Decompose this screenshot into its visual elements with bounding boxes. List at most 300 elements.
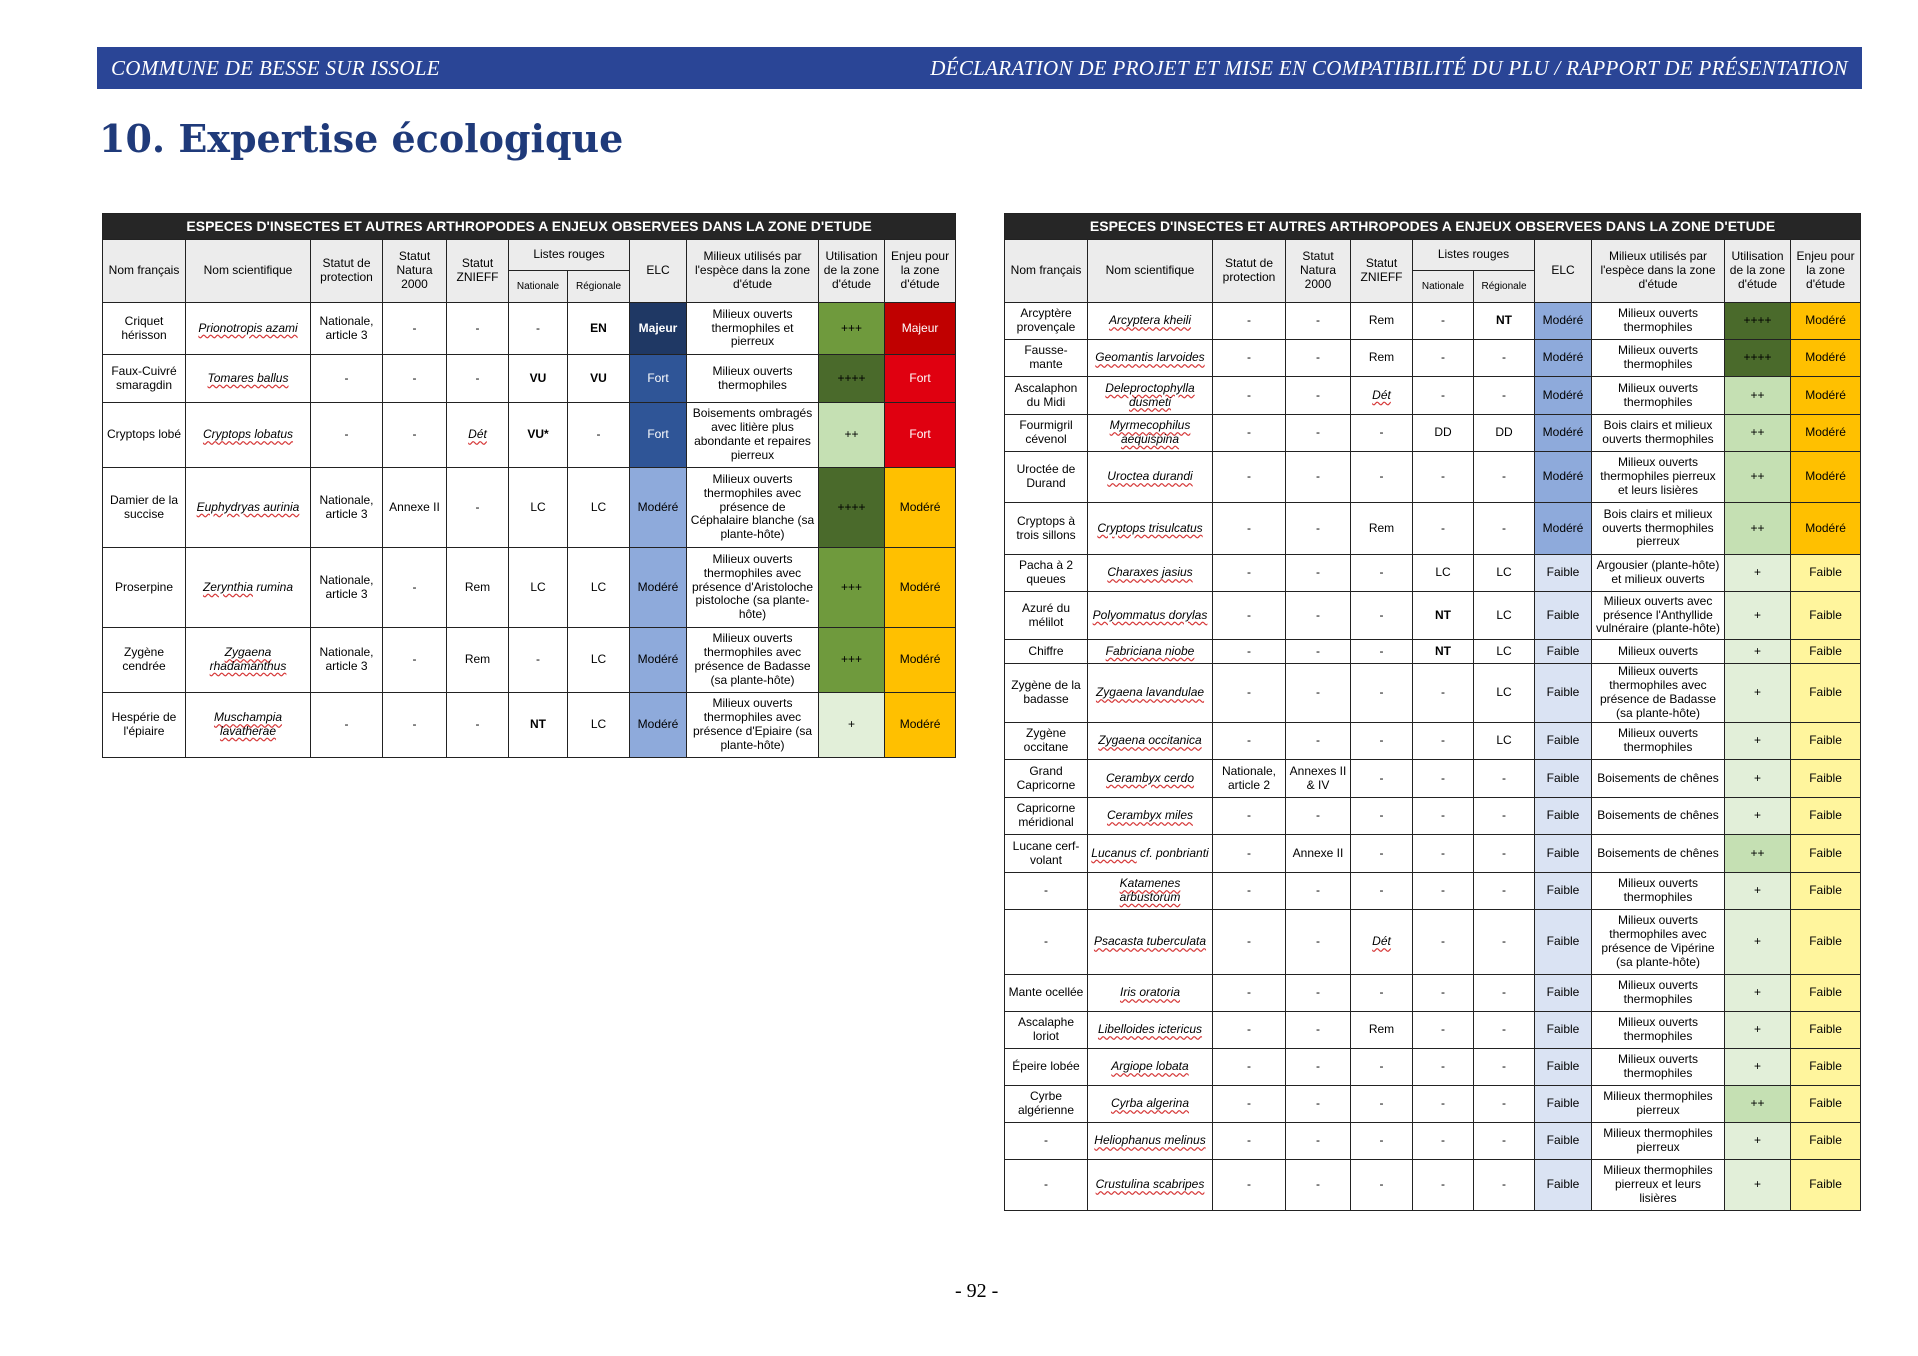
- species-common-name: Mante ocellée: [1005, 975, 1088, 1012]
- col-statut-natura: Statut Natura 2000: [1286, 240, 1351, 303]
- scientific-name-text: Lucanus: [1091, 845, 1137, 860]
- elc-value: Modéré: [1535, 503, 1592, 555]
- species-scientific-name: [186, 355, 311, 403]
- natura-status: -: [383, 303, 447, 355]
- elc-value: Modéré: [630, 468, 687, 548]
- col-statut-protection: Statut de protection: [1213, 240, 1286, 303]
- red-list-national: NT: [1413, 592, 1474, 640]
- table-row: [103, 403, 956, 468]
- species-common-name: Zygène cendrée: [103, 628, 186, 693]
- scientific-name-text: Argiope lobata: [1111, 1059, 1189, 1074]
- protection-status: Nationale, article 2: [1213, 760, 1286, 798]
- scientific-name-text: Cerambyx cerdo: [1105, 770, 1195, 785]
- zone-usage: +: [1725, 975, 1791, 1012]
- col-utilisation: Utilisation de la zone d'étude: [819, 240, 885, 303]
- natura-status: -: [1286, 975, 1351, 1012]
- habitat-description: Milieux ouverts thermophiles: [1592, 1012, 1725, 1049]
- red-list-national: -: [509, 628, 568, 693]
- species-common-name: Proserpine: [103, 548, 186, 628]
- natura-status: Annexe II: [383, 468, 447, 548]
- species-common-name: Chiffre: [1005, 640, 1088, 664]
- col-nom-francais: Nom français: [103, 240, 186, 303]
- protection-status: -: [1213, 555, 1286, 592]
- protection-status: Nationale, article 3: [311, 628, 383, 693]
- protection-status: -: [1213, 303, 1286, 340]
- page-number: - 92 -: [955, 1280, 999, 1302]
- red-list-national: DD: [1413, 415, 1474, 452]
- protection-status: -: [1213, 340, 1286, 377]
- zone-stake: Faible: [1791, 664, 1861, 723]
- table-row: [1005, 1086, 1861, 1123]
- table-row: [1005, 592, 1861, 640]
- red-list-national: -: [1413, 760, 1474, 798]
- zone-stake: Faible: [1791, 592, 1861, 640]
- zone-stake: Modéré: [1791, 503, 1861, 555]
- zone-stake: Faible: [1791, 910, 1861, 975]
- species-scientific-name: [1088, 503, 1213, 555]
- habitat-description: Boisements de chênes: [1592, 760, 1725, 798]
- species-scientific-name: [1088, 975, 1213, 1012]
- habitat-description: Argousier (plante-hôte) et milieux ouverts: [1592, 555, 1725, 592]
- red-list-regional: -: [1474, 835, 1535, 873]
- red-list-national: -: [1413, 1086, 1474, 1123]
- zone-stake: Faible: [1791, 640, 1861, 664]
- table-row: [1005, 1012, 1861, 1049]
- zone-stake: Modéré: [1791, 340, 1861, 377]
- znieff-status: -: [1351, 452, 1413, 503]
- species-scientific-name: [1088, 1086, 1213, 1123]
- species-scientific-name: [1088, 873, 1213, 910]
- species-common-name: Arcyptère provençale: [1005, 303, 1088, 340]
- red-list-regional: EN: [568, 303, 630, 355]
- red-list-regional: LC: [1474, 555, 1535, 592]
- col-listes-rouges: Listes rouges: [1413, 240, 1535, 271]
- table-row: [103, 468, 956, 548]
- elc-value: Faible: [1535, 1012, 1592, 1049]
- col-milieux: Milieux utilisés par l'espèce dans la zone d'étude: [1592, 240, 1725, 303]
- scientific-name-text: Prionotropis azami: [198, 320, 298, 335]
- scientific-name-text: Polyommatus dorylas: [1092, 607, 1208, 622]
- species-common-name: Hespérie de l'épiaire: [103, 693, 186, 758]
- species-common-name: -: [1005, 1123, 1088, 1160]
- zone-usage: +: [1725, 592, 1791, 640]
- habitat-description: Milieux ouverts thermophiles avec présence d'Aristoloche pistoloche (sa plante-hôte): [687, 548, 819, 628]
- protection-status: -: [1213, 910, 1286, 975]
- natura-status: -: [1286, 910, 1351, 975]
- elc-value: Faible: [1535, 798, 1592, 835]
- species-scientific-name: [186, 693, 311, 758]
- natura-status: -: [1286, 1123, 1351, 1160]
- habitat-description: Milieux ouverts thermophiles: [1592, 723, 1725, 760]
- natura-status: Annexes II & IV: [1286, 760, 1351, 798]
- red-list-national: -: [1413, 910, 1474, 975]
- table-row: [1005, 1123, 1861, 1160]
- species-scientific-name: [1088, 664, 1213, 723]
- table-row: [1005, 555, 1861, 592]
- znieff-status: -: [1351, 1123, 1413, 1160]
- col-statut-znieff: Statut ZNIEFF: [1351, 240, 1413, 303]
- table-row: [1005, 377, 1861, 415]
- table-row: [1005, 1049, 1861, 1086]
- natura-status: -: [1286, 377, 1351, 415]
- red-list-national: -: [1413, 377, 1474, 415]
- znieff-status: -: [1351, 555, 1413, 592]
- table-row: [1005, 415, 1861, 452]
- zone-usage: ++: [819, 403, 885, 468]
- table-row: [1005, 873, 1861, 910]
- elc-value: Faible: [1535, 760, 1592, 798]
- red-list-national: NT: [509, 693, 568, 758]
- col-nom-scientifique: Nom scientifique: [186, 240, 311, 303]
- natura-status: -: [1286, 723, 1351, 760]
- natura-status: -: [1286, 303, 1351, 340]
- species-scientific-name: [1088, 303, 1213, 340]
- species-common-name: Cryptops à trois sillons: [1005, 503, 1088, 555]
- znieff-status: -: [447, 303, 509, 355]
- znieff-status: -: [1351, 592, 1413, 640]
- zone-usage: +++: [819, 548, 885, 628]
- zone-usage: +: [1725, 760, 1791, 798]
- species-table-left: [102, 213, 956, 758]
- protection-status: -: [1213, 377, 1286, 415]
- col-nom-francais: Nom français: [1005, 240, 1088, 303]
- natura-status: -: [1286, 873, 1351, 910]
- red-list-national: LC: [509, 468, 568, 548]
- zone-stake: Faible: [1791, 1012, 1861, 1049]
- red-list-regional: -: [1474, 873, 1535, 910]
- col-regionale: Régionale: [568, 271, 630, 303]
- red-list-national: VU: [509, 355, 568, 403]
- table-row: [1005, 640, 1861, 664]
- elc-value: Fort: [630, 355, 687, 403]
- species-common-name: Cyrbe algérienne: [1005, 1086, 1088, 1123]
- habitat-description: Milieux ouverts avec présence l'Anthyllide vulnéraire (plante-hôte): [1592, 592, 1725, 640]
- zone-usage: +: [1725, 1012, 1791, 1049]
- species-scientific-name: [1088, 1160, 1213, 1211]
- scientific-name-text: Deleproctophylla dusmeti: [1105, 380, 1195, 409]
- red-list-regional: -: [1474, 377, 1535, 415]
- table-left-title: ESPECES D'INSECTES ET AUTRES ARTHROPODES A ENJEUX OBSERVEES DANS LA ZONE D'ETUDE: [103, 214, 956, 240]
- table-left-body: [103, 303, 956, 758]
- habitat-description: Milieux ouverts thermophiles: [687, 355, 819, 403]
- table-row: [103, 355, 956, 403]
- red-list-regional: LC: [568, 548, 630, 628]
- scientific-name-suffix: cf. ponbrianti: [1136, 845, 1209, 860]
- header-right-text: DÉCLARATION DE PROJET ET MISE EN COMPATIBILITÉ DU PLU / RAPPORT DE PRÉSENTATION: [930, 55, 1848, 80]
- protection-status: -: [311, 355, 383, 403]
- natura-status: -: [1286, 555, 1351, 592]
- natura-status: Annexe II: [1286, 835, 1351, 873]
- zone-stake: Faible: [1791, 1086, 1861, 1123]
- table-right-body: [1005, 303, 1861, 1211]
- red-list-regional: VU: [568, 355, 630, 403]
- natura-status: -: [383, 355, 447, 403]
- natura-status: -: [1286, 1160, 1351, 1211]
- protection-status: -: [1213, 835, 1286, 873]
- zone-usage: +: [1725, 555, 1791, 592]
- protection-status: -: [1213, 1123, 1286, 1160]
- znieff-status: Rem: [447, 548, 509, 628]
- page-title: 10. Expertise écologique: [99, 116, 624, 161]
- table-row: [1005, 340, 1861, 377]
- species-scientific-name: [186, 403, 311, 468]
- scientific-name-text: Psacasta tuberculata: [1093, 934, 1207, 949]
- zone-stake: Modéré: [885, 548, 956, 628]
- red-list-regional: -: [1474, 798, 1535, 835]
- natura-status: -: [383, 628, 447, 693]
- red-list-national: -: [1413, 303, 1474, 340]
- zone-stake: Faible: [1791, 723, 1861, 760]
- zone-stake: Fort: [885, 355, 956, 403]
- znieff-status: -: [447, 355, 509, 403]
- document-header-bar: [97, 47, 1862, 89]
- natura-status: -: [1286, 340, 1351, 377]
- table-row: [1005, 910, 1861, 975]
- red-list-regional: LC: [1474, 592, 1535, 640]
- red-list-national: -: [1413, 452, 1474, 503]
- red-list-national: -: [1413, 1049, 1474, 1086]
- habitat-description: Milieux ouverts: [1592, 640, 1725, 664]
- elc-value: Faible: [1535, 1123, 1592, 1160]
- protection-status: -: [1213, 1086, 1286, 1123]
- red-list-national: LC: [509, 548, 568, 628]
- natura-status: -: [1286, 503, 1351, 555]
- red-list-regional: NT: [1474, 303, 1535, 340]
- natura-status: -: [1286, 664, 1351, 723]
- protection-status: -: [1213, 664, 1286, 723]
- red-list-regional: LC: [1474, 664, 1535, 723]
- habitat-description: Milieux ouverts thermophiles avec présence de Céphalaire blanche (sa plante-hôte): [687, 468, 819, 548]
- protection-status: Nationale, article 3: [311, 303, 383, 355]
- species-common-name: Faux-Cuivré smaragdin: [103, 355, 186, 403]
- protection-status: -: [1213, 640, 1286, 664]
- scientific-name-text: Zygaena rhadamanthus: [209, 645, 287, 673]
- col-regionale: Régionale: [1474, 271, 1535, 303]
- red-list-regional: -: [1474, 760, 1535, 798]
- zone-stake: Faible: [1791, 1123, 1861, 1160]
- species-common-name: Zygène occitane: [1005, 723, 1088, 760]
- natura-status: -: [1286, 1049, 1351, 1086]
- znieff-status: Dét: [1351, 377, 1413, 415]
- zone-stake: Faible: [1791, 1160, 1861, 1211]
- elc-value: Faible: [1535, 910, 1592, 975]
- znieff-status: -: [1351, 975, 1413, 1012]
- protection-status: -: [1213, 1049, 1286, 1086]
- species-table-right: [1004, 213, 1861, 1211]
- species-common-name: Damier de la succise: [103, 468, 186, 548]
- elc-value: Fort: [630, 403, 687, 468]
- table-row: [1005, 723, 1861, 760]
- protection-status: -: [1213, 975, 1286, 1012]
- red-list-regional: -: [1474, 340, 1535, 377]
- protection-status: -: [1213, 592, 1286, 640]
- protection-status: -: [1213, 798, 1286, 835]
- scientific-name-text: Zygaena lavandulae: [1095, 685, 1205, 700]
- scientific-name-text: Arcyptera kheili: [1108, 313, 1192, 328]
- habitat-description: Milieux ouverts thermophiles: [1592, 975, 1725, 1012]
- species-scientific-name: [186, 468, 311, 548]
- protection-status: Nationale, article 3: [311, 468, 383, 548]
- natura-status: -: [383, 693, 447, 758]
- zone-stake: Modéré: [885, 693, 956, 758]
- red-list-national: -: [1413, 975, 1474, 1012]
- natura-status: -: [1286, 592, 1351, 640]
- scientific-name-text: Libelloides ictericus: [1097, 1022, 1203, 1037]
- red-list-national: -: [1413, 1123, 1474, 1160]
- species-scientific-name: [1088, 452, 1213, 503]
- natura-status: -: [383, 403, 447, 468]
- species-scientific-name: [1088, 415, 1213, 452]
- znieff-status: -: [447, 468, 509, 548]
- natura-status: -: [1286, 415, 1351, 452]
- species-common-name: Lucane cerf-volant: [1005, 835, 1088, 873]
- zone-usage: ++: [1725, 835, 1791, 873]
- elc-value: Faible: [1535, 555, 1592, 592]
- znieff-status: Rem: [1351, 340, 1413, 377]
- zone-stake: Faible: [1791, 873, 1861, 910]
- zone-stake: Modéré: [1791, 303, 1861, 340]
- znieff-status: Rem: [1351, 503, 1413, 555]
- scientific-name-text: Heliophanus melinus: [1094, 1133, 1206, 1148]
- zone-stake: Faible: [1791, 1049, 1861, 1086]
- scientific-name-text: Tomares ballus: [207, 370, 289, 385]
- znieff-status: Rem: [1351, 1012, 1413, 1049]
- table-row: [103, 548, 956, 628]
- protection-status: -: [311, 403, 383, 468]
- zone-stake: Faible: [1791, 798, 1861, 835]
- scientific-name-text: Katamenes arbustorum: [1119, 876, 1181, 904]
- table-row: [1005, 452, 1861, 503]
- red-list-regional: -: [1474, 975, 1535, 1012]
- elc-value: Modéré: [1535, 303, 1592, 340]
- scientific-name-text: Cerambyx miles: [1106, 808, 1193, 823]
- scientific-name-suffix: rumina: [253, 579, 294, 594]
- zone-usage: +: [1725, 664, 1791, 723]
- red-list-national: -: [1413, 1160, 1474, 1211]
- red-list-regional: -: [1474, 503, 1535, 555]
- species-scientific-name: [1088, 910, 1213, 975]
- habitat-description: Bois clairs et milieux ouverts thermophiles pierreux: [1592, 503, 1725, 555]
- znieff-status: Rem: [1351, 303, 1413, 340]
- red-list-regional: -: [1474, 1123, 1535, 1160]
- species-scientific-name: [1088, 835, 1213, 873]
- zone-usage: ++: [1725, 503, 1791, 555]
- elc-value: Modéré: [1535, 340, 1592, 377]
- species-scientific-name: [186, 548, 311, 628]
- elc-value: Faible: [1535, 664, 1592, 723]
- species-scientific-name: [1088, 798, 1213, 835]
- natura-status: -: [383, 548, 447, 628]
- znieff-status: -: [1351, 1086, 1413, 1123]
- scientific-name-text: Cyrba algerina: [1110, 1096, 1190, 1111]
- species-common-name: Azuré du mélilot: [1005, 592, 1088, 640]
- red-list-regional: LC: [1474, 723, 1535, 760]
- species-scientific-name: [1088, 377, 1213, 415]
- species-common-name: -: [1005, 873, 1088, 910]
- red-list-regional: -: [1474, 910, 1535, 975]
- habitat-description: Milieux ouverts thermophiles pierreux et leurs lisières: [1592, 452, 1725, 503]
- protection-status: Nationale, article 3: [311, 548, 383, 628]
- red-list-national: -: [1413, 835, 1474, 873]
- habitat-description: Boisements de chênes: [1592, 835, 1725, 873]
- table-right-title: ESPECES D'INSECTES ET AUTRES ARTHROPODES A ENJEUX OBSERVEES DANS LA ZONE D'ETUDE: [1005, 214, 1861, 240]
- habitat-description: Milieux ouverts thermophiles: [1592, 873, 1725, 910]
- habitat-description: Milieux ouverts thermophiles avec présence de Badasse (sa plante-hôte): [1592, 664, 1725, 723]
- znieff-status: Dét: [1351, 910, 1413, 975]
- table-row: [1005, 664, 1861, 723]
- elc-value: Faible: [1535, 1160, 1592, 1211]
- elc-value: Faible: [1535, 1049, 1592, 1086]
- elc-value: Modéré: [630, 628, 687, 693]
- scientific-name-text: Zygaena occitanica: [1098, 733, 1202, 748]
- species-common-name: Pacha à 2 queues: [1005, 555, 1088, 592]
- natura-status: -: [1286, 452, 1351, 503]
- elc-value: Modéré: [1535, 452, 1592, 503]
- zone-usage: +++: [819, 303, 885, 355]
- elc-value: Faible: [1535, 975, 1592, 1012]
- species-common-name: -: [1005, 910, 1088, 975]
- scientific-name-text: Fabriciana niobe: [1105, 643, 1195, 658]
- col-statut-natura: Statut Natura 2000: [383, 240, 447, 303]
- red-list-national: NT: [1413, 640, 1474, 664]
- col-elc: ELC: [630, 240, 687, 303]
- elc-value: Faible: [1535, 835, 1592, 873]
- zone-usage: +: [1725, 1160, 1791, 1211]
- red-list-regional: -: [1474, 1049, 1535, 1086]
- zone-usage: ++++: [819, 468, 885, 548]
- scientific-name-text: Geomantis larvoides: [1095, 350, 1205, 365]
- table-row: [103, 628, 956, 693]
- zone-stake: Modéré: [1791, 415, 1861, 452]
- natura-status: -: [1286, 798, 1351, 835]
- zone-usage: ++++: [1725, 303, 1791, 340]
- table-row: [1005, 1160, 1861, 1211]
- species-scientific-name: [1088, 723, 1213, 760]
- zone-stake: Faible: [1791, 975, 1861, 1012]
- scientific-name-text: Cryptops lobatus: [202, 427, 294, 442]
- red-list-regional: LC: [1474, 640, 1535, 664]
- species-common-name: Grand Capricorne: [1005, 760, 1088, 798]
- habitat-description: Boisements ombragés avec litière plus abondante et repaires pierreux: [687, 403, 819, 468]
- zone-usage: +: [1725, 1049, 1791, 1086]
- elc-value: Modéré: [630, 548, 687, 628]
- zone-stake: Modéré: [885, 468, 956, 548]
- species-scientific-name: [1088, 760, 1213, 798]
- scientific-name-text: Cryptops trisulcatus: [1097, 520, 1203, 535]
- table-row: [103, 303, 956, 355]
- col-nationale: Nationale: [509, 271, 568, 303]
- znieff-status: -: [1351, 1160, 1413, 1211]
- col-utilisation: Utilisation de la zone d'étude: [1725, 240, 1791, 303]
- znieff-status: -: [1351, 760, 1413, 798]
- zone-stake: Faible: [1791, 760, 1861, 798]
- znieff-status: -: [1351, 723, 1413, 760]
- elc-value: Modéré: [1535, 415, 1592, 452]
- scientific-name-text: Iris oratoria: [1119, 985, 1181, 1000]
- col-nom-scientifique: Nom scientifique: [1088, 240, 1213, 303]
- natura-status: -: [1286, 1012, 1351, 1049]
- habitat-description: Milieux ouverts thermophiles avec présence d'Epiaire (sa plante-hôte): [687, 693, 819, 758]
- znieff-status: -: [1351, 798, 1413, 835]
- znieff-status: -: [1351, 835, 1413, 873]
- red-list-national: LC: [1413, 555, 1474, 592]
- red-list-national: -: [1413, 873, 1474, 910]
- col-milieux: Milieux utilisés par l'espèce dans la zone d'étude: [687, 240, 819, 303]
- znieff-status: -: [1351, 664, 1413, 723]
- species-common-name: Cryptops lobé: [103, 403, 186, 468]
- habitat-description: Milieux ouverts thermophiles: [1592, 377, 1725, 415]
- scientific-name-text: Uroctea durandi: [1107, 469, 1193, 484]
